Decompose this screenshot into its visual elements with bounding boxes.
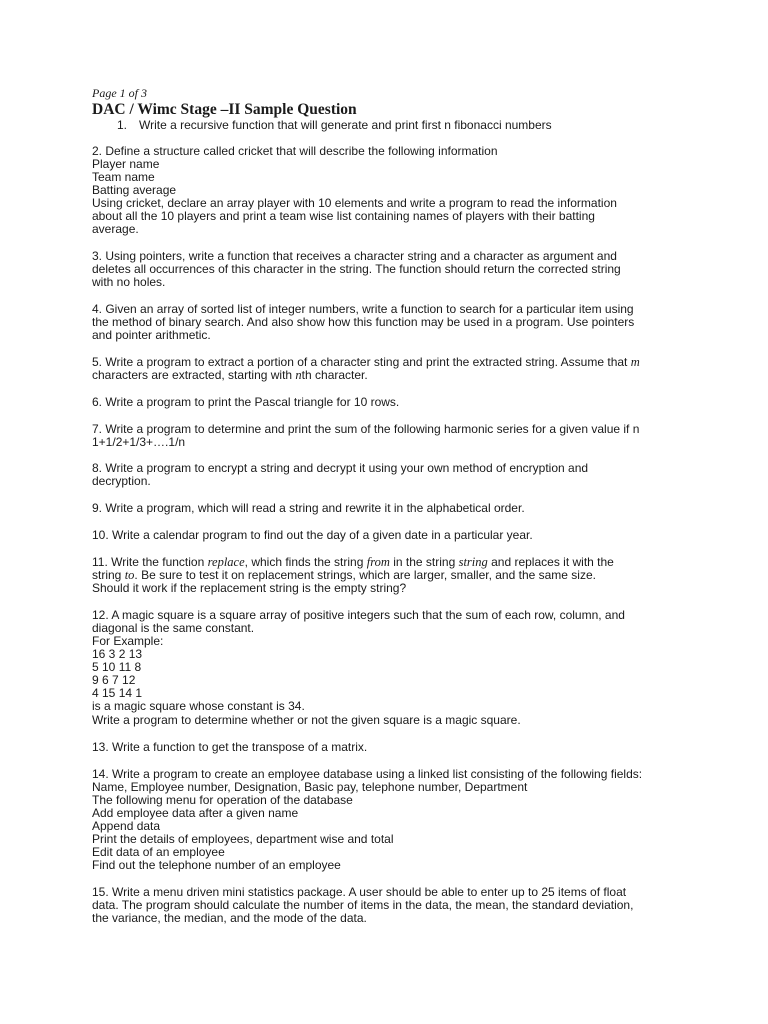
question-5-text: 5. Write a program to extract a portion of a character sting and print the extracted string. Assume that [92,355,631,369]
variable-n: n [295,368,302,382]
question-15-line: the variance, the median, and the mode of the data. [92,911,367,925]
code-string: string [458,555,488,569]
menu-option: Append data [92,819,161,833]
question-5-text: characters are extracted, starting with [92,368,296,382]
question-5-text: th character. [301,368,368,382]
question-14-line: Name, Employee number, Designation, Basic pay, telephone number, Department [92,780,528,794]
magic-square-row: 5 10 11 8 [92,660,142,674]
menu-option: Print the details of employees, department wise and total [92,832,394,846]
page-label: Page 1 of 3 [92,86,147,100]
question-3-line: with no holes. [92,275,166,289]
question-13-line: 13. Write a function to get the transpose of a matrix. [92,740,368,754]
question-11-text: in the string [389,555,459,569]
question-12-line: 12. A magic square is a square array of positive integers such that the sum of each row, column, and [92,608,625,622]
question-11-text: and replaces it with the [487,555,614,569]
variable-m: m [630,355,640,369]
question-11-text: . Be sure to test it on replacement strings, which are larger, smaller, and the same size. [134,568,596,582]
magic-square-row: 4 15 14 1 [92,686,143,700]
question-2-line: average. [92,222,139,236]
question-2-line: Using cricket, declare an array player with 10 elements and write a program to read the information [92,196,617,210]
document-title: DAC / Wimc Stage –II Sample Question [92,101,357,118]
question-15-line: 15. Write a menu driven mini statistics package. A user should be able to enter up to 25 items of float [92,885,627,899]
question-12-line: Write a program to determine whether or not the given square is a magic square. [92,713,521,727]
question-4-line: 4. Given an array of sorted list of integer numbers, write a function to search for a particular item using [92,302,634,316]
question-11-line: Should it work if the replacement string is the empty string? [92,581,407,595]
code-to: to [124,568,135,582]
question-3-line: 3. Using pointers, write a function that receives a character string and a character as argument and [92,249,617,263]
code-replace: replace [207,555,245,569]
question-1-text: Write a recursive function that will generate and print first n fibonacci numbers [139,118,552,132]
question-11-text: , which finds the string [244,555,367,569]
question-7-line: 7. Write a program to determine and print the sum of the following harmonic series for a given value if n [92,422,640,436]
question-1-number: 1. [117,118,128,132]
menu-option: Edit data of an employee [92,845,225,859]
question-9-line: 9. Write a program, which will read a string and rewrite it in the alphabetical order. [92,501,525,515]
question-2-line: 2. Define a structure called cricket that will describe the following information [92,144,498,158]
menu-option: Add employee data after a given name [92,806,299,820]
question-12-line: diagonal is the same constant. [92,621,255,635]
question-12-line: is a magic square whose constant is 34. [92,699,305,713]
menu-option: Find out the telephone number of an employee [92,858,341,872]
code-from: from [366,555,390,569]
question-6-line: 6. Write a program to print the Pascal triangle for 10 rows. [92,395,400,409]
question-11-text: string [92,568,125,582]
question-12-line: For Example: [92,634,164,648]
question-10-line: 10. Write a calendar program to find out the day of a given date in a particular year. [92,528,533,542]
question-1 [117,119,552,132]
question-15-line: data. The program should calculate the number of items in the data, the mean, the standard deviation, [92,898,634,912]
question-8-line: 8. Write a program to encrypt a string and decrypt it using your own method of encryption and [92,461,589,475]
question-4-line: and pointer arithmetic. [92,328,211,342]
question-5-line [92,369,368,382]
question-2-line: Team name [92,170,155,184]
magic-square-row: 16 3 2 13 [92,647,143,661]
question-3-line: deletes all occurrences of this character in the string. The function should return the corrected string [92,262,621,276]
question-2-line: Player name [92,157,160,171]
question-4-line: the method of binary search. And also show how this function may be used in a program. Use pointers [92,315,635,329]
magic-square-row: 9 6 7 12 [92,673,136,687]
question-2-line: about all the 10 players and print a team wise list containing names of players with their batting [92,209,595,223]
question-14-line: 14. Write a program to create an employee database using a linked list consisting of the following fields: [92,767,643,781]
question-8-line: decryption. [92,474,151,488]
question-14-line: The following menu for operation of the database [92,793,353,807]
question-11-text: 11. Write the function [92,555,208,569]
question-7-line: 1+1/2+1/3+….1/n [92,435,186,449]
question-2-line: Batting average [92,183,177,197]
